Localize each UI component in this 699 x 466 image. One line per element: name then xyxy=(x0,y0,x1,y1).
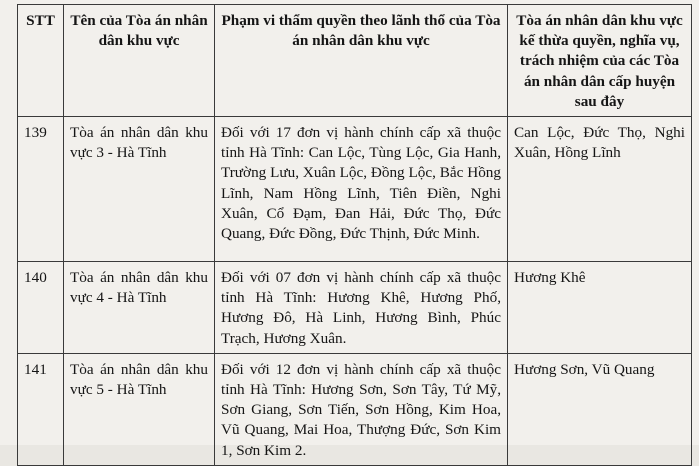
row-territorial-scope: Đối với 17 đơn vị hành chính cấp xã thuộc tỉnh Hà Tĩnh: Can Lộc, Tùng Lộc, Gia Hanh, Trường Lưu, Xuân Lộc, Đồng Lộc, Bắc Hồng Lĩnh, Nam Hồng Lĩnh, Tiên Điền, Nghi Xuân, Cổ Đạm, Đan Hải, Đức Thọ, Đức Quang, Đức Đồng, Đức Thịnh, Đức Minh. xyxy=(215,117,508,262)
header-territorial-scope: Phạm vi thẩm quyền theo lãnh thổ của Tòa án nhân dân khu vực xyxy=(215,5,508,117)
row-stt: 141 xyxy=(18,353,64,465)
row-territorial-scope: Đối với 07 đơn vị hành chính cấp xã thuộc tỉnh Hà Tĩnh: Hương Khê, Hương Phố, Hương Đô, Hà Linh, Hương Bình, Phúc Trạch, Hương Xuân. xyxy=(215,262,508,354)
row-court-name: Tòa án nhân dân khu vực 4 - Hà Tĩnh xyxy=(64,262,215,354)
row-successor-courts: Hương Khê xyxy=(508,262,692,354)
header-successor-courts: Tòa án nhân dân khu vực kế thừa quyền, nghĩa vụ, trách nhiệm của các Tòa án nhân dân cấp huyện sau đây xyxy=(508,5,692,117)
table-row xyxy=(18,262,692,354)
table-header-row xyxy=(18,5,692,117)
court-jurisdiction-table xyxy=(17,4,692,466)
table-row xyxy=(18,353,692,465)
header-stt: STT xyxy=(18,5,64,117)
row-successor-courts: Hương Sơn, Vũ Quang xyxy=(508,353,692,465)
header-court-name: Tên của Tòa án nhân dân khu vực xyxy=(64,5,215,117)
row-stt: 139 xyxy=(18,117,64,262)
row-court-name: Tòa án nhân dân khu vực 5 - Hà Tĩnh xyxy=(64,353,215,465)
row-successor-courts: Can Lộc, Đức Thọ, Nghi Xuân, Hồng Lĩnh xyxy=(508,117,692,262)
table-row xyxy=(18,117,692,262)
row-territorial-scope: Đối với 12 đơn vị hành chính cấp xã thuộc tỉnh Hà Tĩnh: Hương Sơn, Sơn Tây, Tứ Mỹ, Sơn Giang, Sơn Tiến, Sơn Hồng, Kim Hoa, Vũ Quang, Mai Hoa, Thượng Đức, Sơn Kim 1, Sơn Kim 2. xyxy=(215,353,508,465)
row-stt: 140 xyxy=(18,262,64,354)
row-court-name: Tòa án nhân dân khu vực 3 - Hà Tĩnh xyxy=(64,117,215,262)
